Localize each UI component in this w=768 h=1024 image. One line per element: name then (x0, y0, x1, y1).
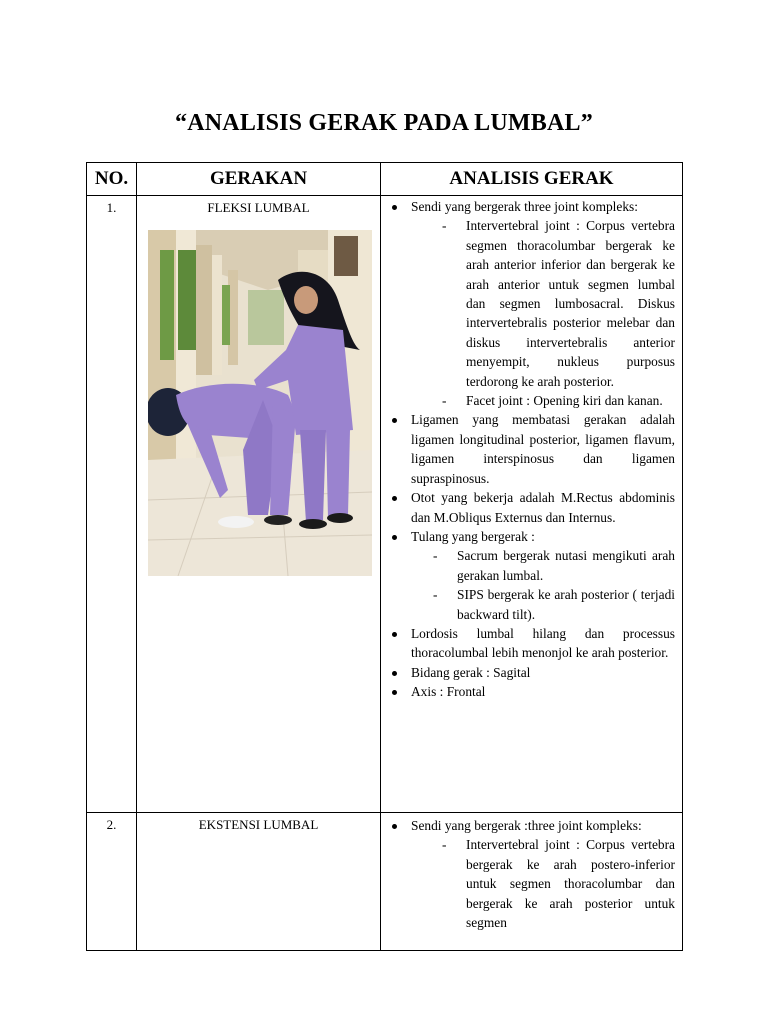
sub-list-item: - Facet joint : Opening kiri dan kanan. (466, 391, 675, 410)
row-number: 2. (87, 813, 137, 951)
sub-list-item: - Intervertebral joint : Corpus vertebra segmen thoracolumbar bergerak ke arah anterior inferior dan bergerak ke arah anterior untuk segmen lumbal dan segmen lumbosacral. Diskus intervertebralis posterior melebar dan diskus intervertebralis anterior menyempit, nukleus purposus terdorong ke arah posterior. (466, 216, 675, 391)
list-item: Ligamen yang membatasi gerakan adalah ligamen longitudinal posterior, ligamen flavum, ligamen interspinosus dan ligamen supraspinosus. (387, 410, 675, 488)
analysis-list (387, 197, 675, 702)
photo-two-women-lumbar-flexion-icon (148, 230, 372, 576)
list-item-text: Sendi yang bergerak :three joint kompleks: (411, 818, 642, 833)
document-title: “ANALISIS GERAK PADA LUMBAL” (175, 110, 593, 136)
header-no: NO. (87, 163, 137, 196)
analysis-cell (381, 196, 683, 813)
analysis-list (387, 816, 675, 932)
row-number: 1. (87, 196, 137, 813)
header-gerakan: GERAKAN (137, 163, 381, 196)
sub-list-item: - SIPS bergerak ke arah posterior ( terjadi backward tilt). (457, 585, 675, 624)
movement-cell (137, 813, 381, 951)
movement-cell (137, 196, 381, 813)
list-item-text: Tulang yang bergerak : (411, 528, 535, 544)
list-item: Axis : Frontal (387, 682, 675, 701)
list-item-text: Sendi yang bergerak three joint kompleks: (411, 199, 638, 214)
list-item: Lordosis lumbal hilang dan processus thoracolumbal lebih menonjol ke arah posterior. (387, 624, 675, 663)
list-item (387, 816, 675, 932)
analysis-table (86, 162, 683, 951)
movement-name: EKSTENSI LUMBAL (198, 817, 319, 832)
sub-list (411, 546, 675, 624)
sub-list-item: - Sacrum bergerak nutasi mengikuti arah gerakan lumbal. (457, 546, 675, 585)
sub-list (411, 216, 675, 410)
header-analisis: ANALISIS GERAK (381, 163, 683, 196)
list-item (387, 197, 675, 410)
movement-name: FLEKSI LUMBAL (207, 200, 310, 215)
table-row (87, 813, 683, 951)
list-item (387, 527, 675, 624)
sub-list (411, 835, 675, 932)
table-row (87, 196, 683, 813)
list-item: Bidang gerak : Sagital (387, 663, 675, 682)
analysis-cell (381, 813, 683, 951)
list-item: Otot yang bekerja adalah M.Rectus abdominis dan M.Obliqus Externus dan Internus. (387, 488, 675, 527)
table-header-row (87, 163, 683, 196)
sub-list-item: - Intervertebral joint : Corpus vertebra bergerak ke arah postero-inferior untuk segmen thoracolumbar dan bergerak ke arah posterior untuk segmen (466, 835, 675, 932)
